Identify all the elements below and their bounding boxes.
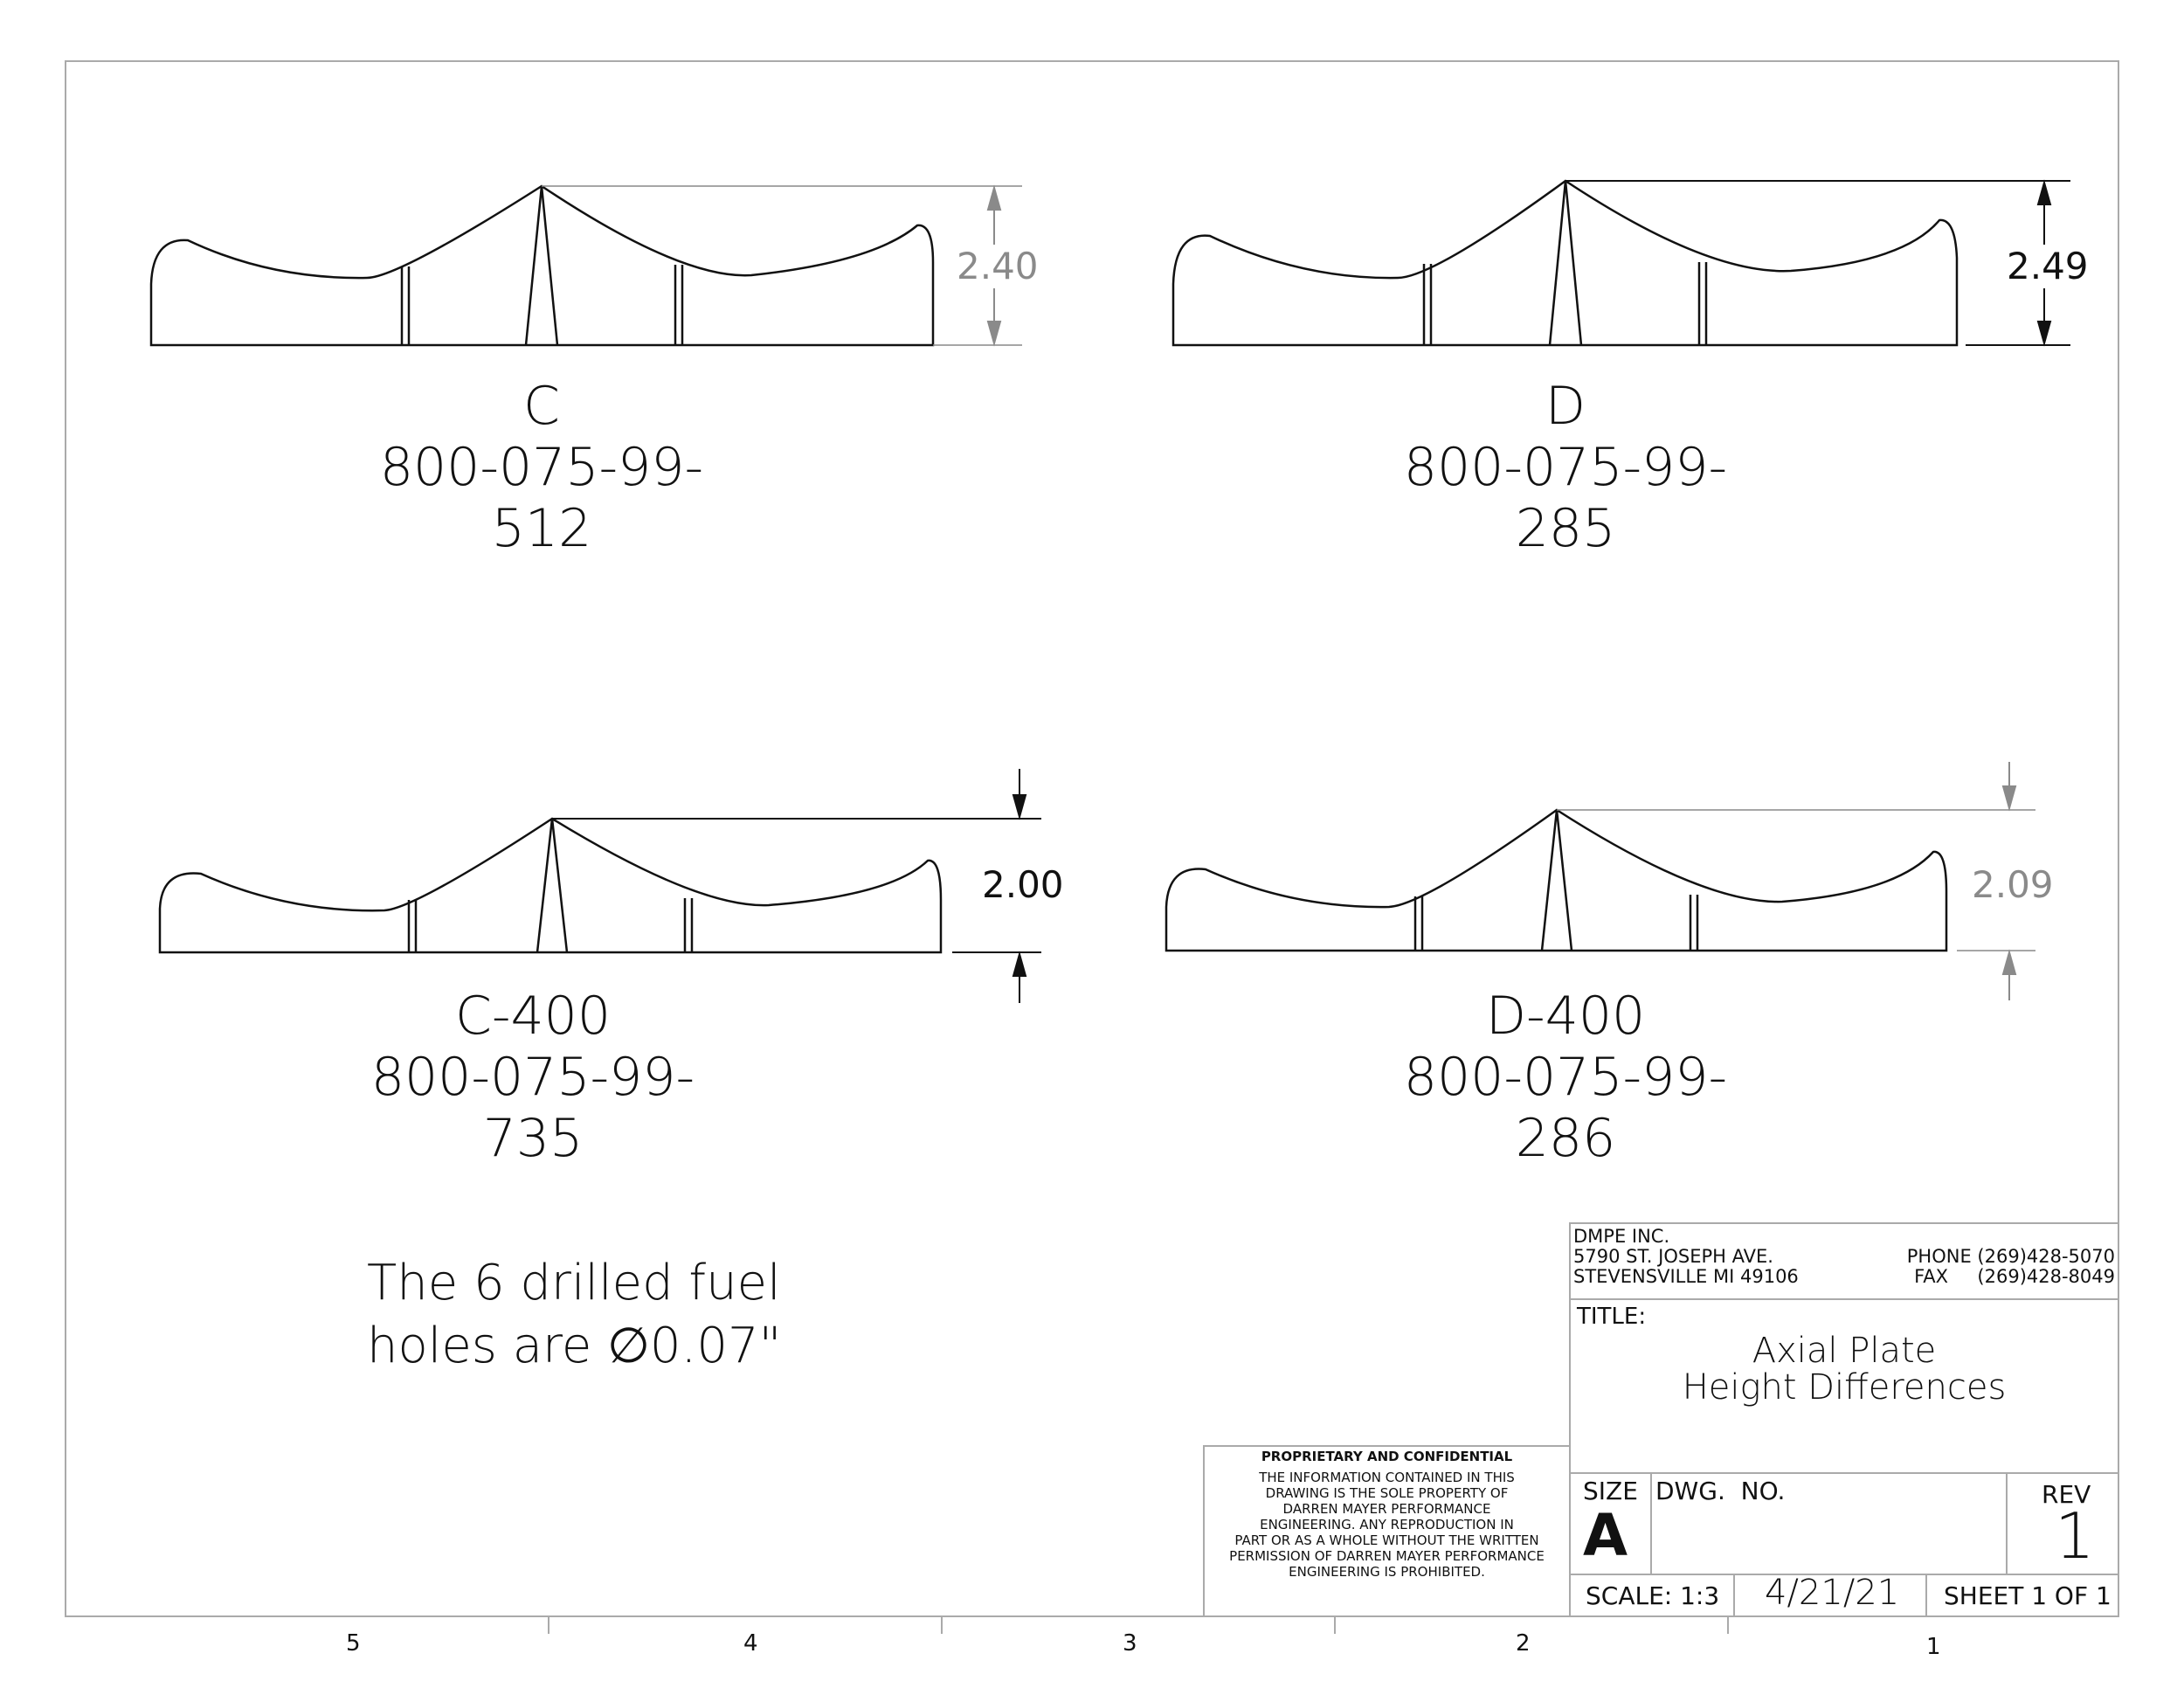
part-c400-label xyxy=(323,986,743,1169)
confidential-line: THE INFORMATION CONTAINED IN THIS xyxy=(1259,1470,1515,1485)
title-label: TITLE: xyxy=(1577,1304,1647,1330)
drawing-date: 4/21/21 xyxy=(1765,1573,1900,1613)
dwg-number-label: DWG. NO. xyxy=(1655,1477,1786,1505)
drawing-title xyxy=(1570,1332,2118,1406)
part-d-label xyxy=(1356,376,1775,559)
fax-number: (269)428-8049 xyxy=(1977,1266,2115,1287)
confidential-line: DARREN MAYER PERFORMANCE xyxy=(1282,1501,1491,1517)
note-line-2: holes are ∅0.07" xyxy=(367,1318,782,1374)
zone-ticks xyxy=(549,1616,1728,1634)
confidential-line: ENGINEERING. ANY REPRODUCTION IN xyxy=(1260,1517,1514,1532)
zone-4: 4 xyxy=(743,1630,758,1657)
company-address-2: STEVENSVILLE MI 49106 xyxy=(1573,1266,1799,1287)
rev-label: REV xyxy=(2042,1480,2091,1509)
rev-value: 1 xyxy=(2055,1499,2095,1573)
part-c-label xyxy=(332,376,751,559)
confidential-line: DRAWING IS THE SOLE PROPERTY OF xyxy=(1265,1485,1509,1501)
note-line-1: The 6 drilled fuel xyxy=(367,1255,781,1311)
confidential-heading: PROPRIETARY AND CONFIDENTIAL xyxy=(1261,1449,1513,1464)
zone-5: 5 xyxy=(346,1630,361,1657)
part-c-profile xyxy=(151,186,1022,345)
part-number: 800-075-99-286 xyxy=(1403,1047,1728,1169)
fax-label: FAX xyxy=(1914,1266,1949,1287)
zone-2: 2 xyxy=(1516,1630,1531,1657)
part-name: D-400 xyxy=(1485,986,1646,1047)
part-name: D xyxy=(1545,376,1586,437)
company-info xyxy=(1573,1227,2115,1287)
part-d-dimension: 2.49 xyxy=(2007,245,2089,287)
confidential-line: PART OR AS A WHOLE WITHOUT THE WRITTEN xyxy=(1234,1532,1539,1548)
confidential-notice xyxy=(1206,1449,1568,1580)
title-line-2: Height Differences xyxy=(1682,1367,2007,1408)
title-line-1: Axial Plate xyxy=(1752,1331,1937,1371)
sheet-number: SHEET 1 OF 1 xyxy=(1944,1581,2111,1610)
part-number: 800-075-99-512 xyxy=(379,437,704,559)
phone-label: PHONE xyxy=(1906,1246,1972,1267)
part-name: C xyxy=(523,376,560,437)
part-number: 800-075-99-285 xyxy=(1403,437,1728,559)
confidential-line: ENGINEERING IS PROHIBITED. xyxy=(1289,1564,1485,1580)
confidential-line: PERMISSION OF DARREN MAYER PERFORMANCE xyxy=(1229,1548,1545,1564)
part-d400-label xyxy=(1356,986,1775,1169)
part-c400-profile xyxy=(160,819,1041,952)
part-name: C-400 xyxy=(454,986,612,1047)
part-c-dimension: 2.40 xyxy=(957,245,1039,287)
zone-3: 3 xyxy=(1123,1630,1137,1657)
part-d400-profile xyxy=(1166,810,2035,951)
part-d400-dimension: 2.09 xyxy=(1972,863,2054,906)
part-c400-dimension: 2.00 xyxy=(982,863,1064,906)
fuel-hole-note xyxy=(367,1252,781,1378)
company-name: DMPE INC. xyxy=(1573,1226,1670,1247)
scale: SCALE: 1:3 xyxy=(1586,1581,1720,1610)
part-d-profile xyxy=(1173,181,2070,345)
part-number: 800-075-99-735 xyxy=(370,1047,695,1169)
size-label: SIZE xyxy=(1583,1477,1638,1505)
zone-1: 1 xyxy=(1926,1634,1941,1660)
phone-number: (269)428-5070 xyxy=(1977,1246,2115,1267)
company-address-1: 5790 ST. JOSEPH AVE. xyxy=(1573,1246,1773,1267)
size-value: A xyxy=(1583,1502,1628,1569)
